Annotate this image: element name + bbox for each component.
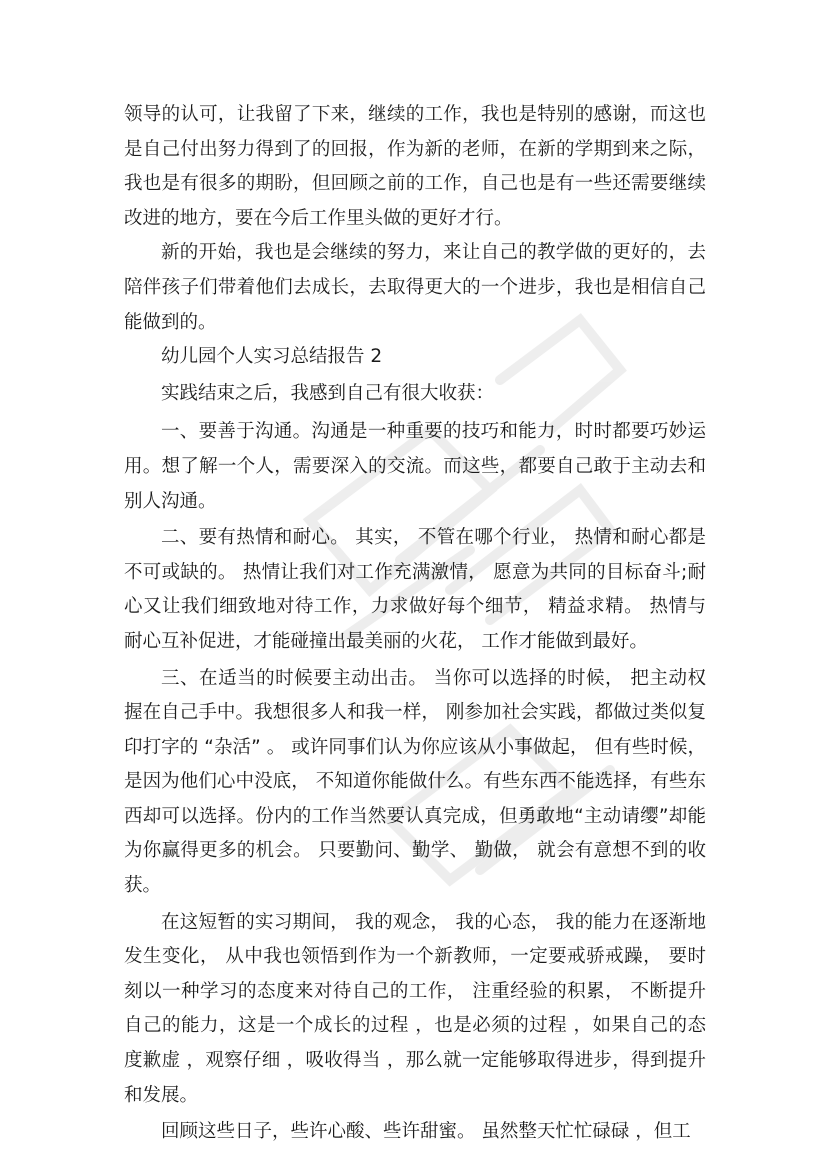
paragraph-7: 在这短暂的实习期间， 我的观念， 我的心态， 我的能力在逐渐地发生变化， 从中我也领悟到作为一个新教师，一定要戒骄戒躁， 要时刻以一种学习的态度来对待自己的工作， 注重经验的积累， 不断提升自己的能力，这是一个成长的过程 ，也是必须的过程 ，如果自己的态度歉虚 ，观察仔细 ，吸收得当 ，那么就一定能够取得进步，得到提升和发展。 [124,911,706,1106]
paragraph-4: 一、要善于沟通。沟通是一种重要的技巧和能力，时时都要巧妙运用。想了解一个人，需要深入的交流。而这些，都要自己敢于主动去和别人沟通。 [124,421,706,512]
paragraph-2: 新的开始，我也是会继续的努力，来让自己的教学做的更好的，去陪伴孩子们带着他们去成长，去取得更大的一个进步，我也是相信自己能做到的。 [124,242,706,333]
paragraph-1: 领导的认可，让我留了下来，继续的工作，我也是特别的感谢，而这也是自己付出努力得到了的回报，作为新的老师，在新的学期到来之际，我也是有很多的期盼，但回顾之前的工作，自己也是有一些还需要继续改进的地方，要在今后工作里头做的更好才行。 [124,104,706,229]
paragraph-3: 实践结束之后，我感到自己有很大收获： [161,382,495,404]
paragraph-6: 三、在适当的时候要主动出击。 当你可以选择的时候， 把主动权握在自己手中。我想很多人和我一样， 刚参加社会实践，都做过类似复印打字的 “杂活” 。 或许同事们认为你应该从小事做起， 但有些时候， 是因为他们心中没底， 不知道你能做什么。有些东西不能选择，有些东西却可以选择。份内的工作当然要认真完成，但勇敢地“主动请缨”却能为你赢得更多的机会。 只要勤问、勤学、 勤做， 就会有意想不到的收获。 [124,667,706,897]
paragraph-5: 二、要有热情和耐心。 其实， 不管在哪个行业， 热情和耐心都是不可或缺的。 热情让我们对工作充满激情， 愿意为共同的目标奋斗;耐心又让我们细致地对待工作，力求做好每个细节， 精益求精。 热情与耐心互补促进，才能碰撞出最美丽的火花， 工作才能做到最好。 [124,527,706,652]
section-heading: 幼儿园个人实习总结报告 2 [161,346,383,368]
document-body [124,98,706,1150]
paragraph-8: 回顾这些日子，些许心酸、些许甜蜜。 虽然整天忙忙碌碌 ，但工 [161,1121,691,1143]
